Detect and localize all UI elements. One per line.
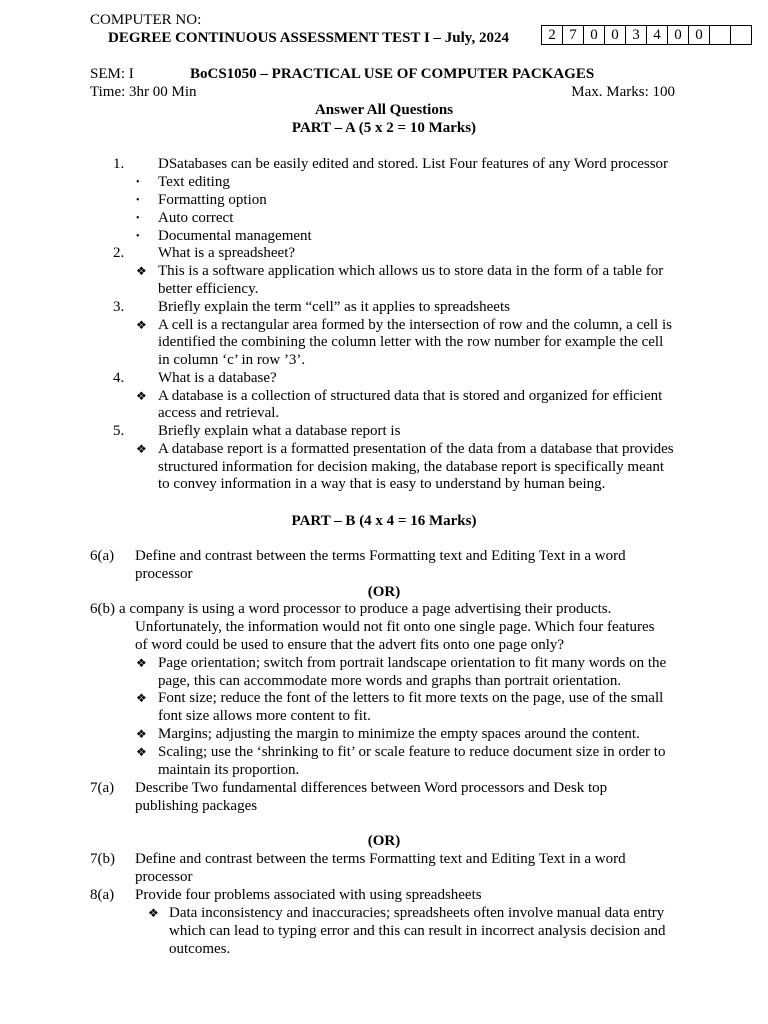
question-text: Define and contrast between the terms Formatting text and Editing Text in a word bbox=[135, 548, 626, 564]
question-text: processor bbox=[135, 869, 193, 885]
digit-box: 0 bbox=[667, 25, 689, 45]
question-text: of word could be used to ensure that the advert fits onto one page only? bbox=[135, 637, 565, 653]
question-text: What is a database? bbox=[158, 370, 277, 386]
question-text: DSatabases can be easily edited and stored. List Four features of any Word processor bbox=[158, 156, 669, 172]
question-number: 2. bbox=[113, 245, 125, 261]
digit-box bbox=[709, 25, 731, 45]
part-a-heading: PART – A (5 x 2 = 10 Marks) bbox=[291, 120, 477, 136]
question-text: Describe Two fundamental differences between Word processors and Desk top bbox=[135, 780, 608, 796]
question-text: Briefly explain what a database report is bbox=[158, 423, 401, 439]
question-text: What is a spreadsheet? bbox=[158, 245, 296, 261]
answer-line: This is a software application which allows us to store data in the form of a table for bbox=[158, 263, 664, 279]
answer-line: identified the combining the column letter with the row number for example the cell bbox=[158, 334, 664, 350]
question-label: 8(a) bbox=[90, 887, 115, 903]
answer-line: font size allows more content to fit. bbox=[158, 708, 371, 724]
question-text: processor bbox=[135, 566, 193, 582]
question-number: 5. bbox=[113, 423, 125, 439]
question-text: publishing packages bbox=[135, 798, 258, 814]
instruction: Answer All Questions bbox=[314, 102, 454, 118]
answer-line: Margins; adjusting the margin to minimize the empty spaces around the content. bbox=[158, 726, 640, 742]
list-item: Auto correct bbox=[158, 210, 234, 226]
answer-line: page, this can accommodate more words and graphs than portrait orientation. bbox=[158, 673, 622, 689]
question-label: 7(a) bbox=[90, 780, 115, 796]
bullet-icon: • bbox=[136, 231, 140, 242]
bullet-icon: • bbox=[136, 213, 140, 224]
diamond-bullet-icon: ❖ bbox=[136, 264, 147, 278]
question-text: Briefly explain the term “cell” as it applies to spreadsheets bbox=[158, 299, 510, 315]
diamond-bullet-icon: ❖ bbox=[136, 318, 147, 332]
answer-line: Page orientation; switch from portrait landscape orientation to fit many words on the bbox=[158, 655, 667, 671]
answer-line: A database report is a formatted presentation of the data from a database that provides bbox=[158, 441, 674, 457]
course-title: BoCS1050 – PRACTICAL USE OF COMPUTER PACKAGES bbox=[190, 66, 595, 82]
or-separator: (OR) bbox=[367, 584, 401, 600]
or-separator: (OR) bbox=[367, 833, 401, 849]
diamond-bullet-icon: ❖ bbox=[136, 727, 147, 741]
digit-box: 0 bbox=[583, 25, 605, 45]
answer-line: Font size; reduce the font of the letters to fit more texts on the page, use of the small bbox=[158, 690, 664, 706]
question-label: 6(b) bbox=[90, 601, 115, 617]
digit-box: 4 bbox=[646, 25, 668, 45]
digit-box: 7 bbox=[562, 25, 584, 45]
answer-line: structured information for decision making, the database report is specifically meant bbox=[158, 459, 665, 475]
diamond-bullet-icon: ❖ bbox=[148, 906, 159, 920]
digit-box: 3 bbox=[625, 25, 647, 45]
test-title: DEGREE CONTINUOUS ASSESSMENT TEST I – July, 2024 bbox=[108, 30, 509, 46]
list-item: Formatting option bbox=[158, 192, 267, 208]
question-label: 7(b) bbox=[90, 851, 115, 867]
diamond-bullet-icon: ❖ bbox=[136, 745, 147, 759]
answer-line: maintain its proportion. bbox=[158, 762, 300, 778]
digit-box: 2 bbox=[541, 25, 563, 45]
question-text: Unfortunately, the information would not fit onto one single page. Which four features bbox=[135, 619, 655, 635]
answer-line: A cell is a rectangular area formed by the intersection of row and the column, a cell is bbox=[158, 317, 672, 333]
max-marks: Max. Marks: 100 bbox=[571, 84, 675, 100]
question-text: Provide four problems associated with using spreadsheets bbox=[135, 887, 482, 903]
question-number: 1. bbox=[113, 156, 125, 172]
diamond-bullet-icon: ❖ bbox=[136, 656, 147, 670]
answer-line: Data inconsistency and inaccuracies; spreadsheets often involve manual data entry bbox=[169, 905, 665, 921]
diamond-bullet-icon: ❖ bbox=[136, 442, 147, 456]
question-text: Define and contrast between the terms Formatting text and Editing Text in a word bbox=[135, 851, 626, 867]
digit-box: 0 bbox=[688, 25, 710, 45]
computer-number-boxes bbox=[541, 25, 751, 45]
list-item: Documental management bbox=[158, 228, 312, 244]
answer-line: Scaling; use the ‘shrinking to fit’ or scale feature to reduce document size in order to bbox=[158, 744, 666, 760]
bullet-icon: • bbox=[136, 195, 140, 206]
answer-line: access and retrieval. bbox=[158, 405, 280, 421]
semester: SEM: I bbox=[90, 66, 134, 82]
diamond-bullet-icon: ❖ bbox=[136, 691, 147, 705]
answer-line: better efficiency. bbox=[158, 281, 259, 297]
question-number: 4. bbox=[113, 370, 125, 386]
answer-line: outcomes. bbox=[169, 941, 231, 957]
computer-no-label: COMPUTER NO: bbox=[90, 12, 202, 28]
digit-box bbox=[730, 25, 752, 45]
answer-line: A database is a collection of structured data that is stored and organized for efficient bbox=[158, 388, 663, 404]
part-b-heading: PART – B (4 x 4 = 16 Marks) bbox=[291, 513, 477, 529]
answer-line: which can lead to typing error and this can result in incorrect analysis decision and bbox=[169, 923, 666, 939]
question-label: 6(a) bbox=[90, 548, 115, 564]
bullet-icon: • bbox=[136, 177, 140, 188]
diamond-bullet-icon: ❖ bbox=[136, 389, 147, 403]
time-allowed: Time: 3hr 00 Min bbox=[90, 84, 197, 100]
digit-box: 0 bbox=[604, 25, 626, 45]
list-item: Text editing bbox=[158, 174, 230, 190]
answer-line: to convey information in a way that is easy to understand by human being. bbox=[158, 476, 606, 492]
answer-line: in column ‘c’ in row ’3’. bbox=[158, 352, 306, 368]
question-number: 3. bbox=[113, 299, 125, 315]
question-text: a company is using a word processor to produce a page advertising their products. bbox=[119, 601, 612, 617]
